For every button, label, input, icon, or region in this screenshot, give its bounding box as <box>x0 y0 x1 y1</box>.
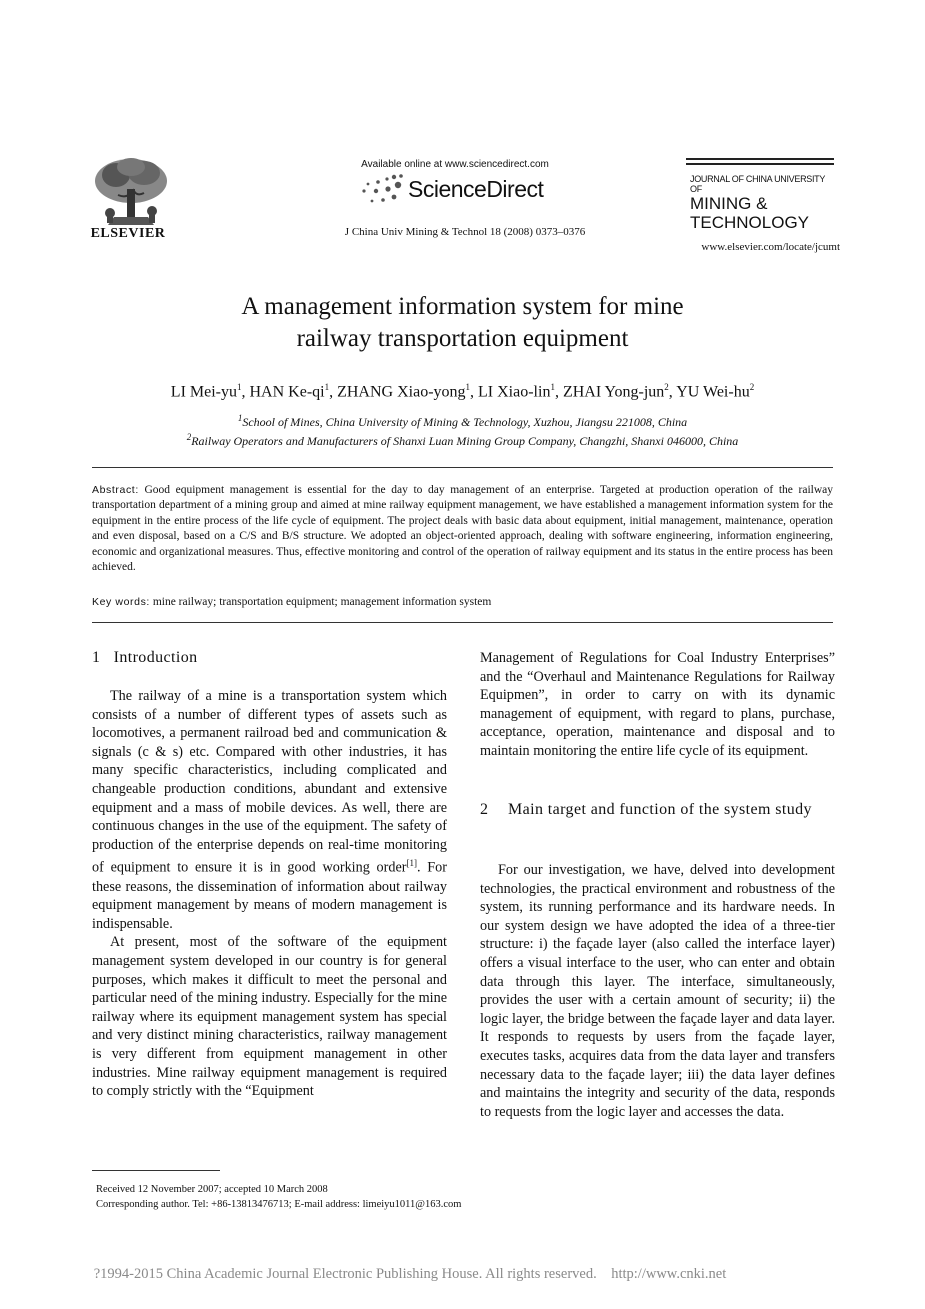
masthead-rule <box>686 158 834 160</box>
abstract-top-rule <box>92 467 833 468</box>
right-column-section-2 <box>480 861 835 1121</box>
author-name: ZHAI Yong-jun <box>562 383 665 401</box>
abstract <box>92 483 833 575</box>
title-line: A management information system for mine <box>241 293 684 320</box>
affiliation-text: School of Mines, China University of Mining & Technology, Xuzhou, Jiangsu 221008, China <box>242 415 688 429</box>
abstract-label: Abstract: <box>92 484 139 496</box>
author-name: YU Wei-hu <box>676 383 750 401</box>
author-name: LI Mei-yu <box>170 383 237 401</box>
paragraph: At present, most of the software of the equipment management system developed in our country is for general purposes, which makes it difficult to meet the personal and particular need of the mining industry. Especially for the mine railway where its equipment management system has special and very distinct mining characteristics, railway management is very different from equipment management in other industries. Mine railway equipment management is required to comply strictly with the “Equipment <box>92 934 447 1100</box>
section-number: 2 <box>480 801 489 818</box>
paragraph-text: . For these reasons, the dissemination of information about railway equipment management by means of modern management is indispensable. <box>92 860 447 932</box>
affiliation-mark: 2 <box>186 432 192 442</box>
affiliation-2 <box>80 432 845 449</box>
author-name: ZHANG Xiao-yong <box>337 383 466 401</box>
corresponding-author: Corresponding author. Tel: +86-13813476713; E-mail address: limeiyu1011@163.com <box>96 1199 462 1210</box>
publisher-name: ELSEVIER <box>90 226 166 241</box>
masthead-rule <box>686 163 834 165</box>
copyright-text: ?1994-2015 China Academic Journal Electronic Publishing House. All rights reserved. http://www.cnki.net <box>93 1266 727 1282</box>
section-title: Introduction <box>113 649 198 666</box>
paragraph-continued: Management of Regulations for Coal Industry Enterprises” and the “Overhaul and Maintenance Regulations for Railway Equipmen”, in order to carry on with its dynamic management of equipment, with regard to plans, purchase, acceptance, operation, maintenance and disposal and to maintain monitoring the entire life cycle of its equipment. <box>480 650 835 759</box>
affiliation-mark: 1 <box>324 382 330 392</box>
section-title: Main target and function of the system study <box>508 801 812 818</box>
abstract-bottom-rule <box>92 622 833 623</box>
journal-name-line2: MINING & <box>690 194 768 213</box>
journal-name-line3: TECHNOLOGY <box>690 213 810 232</box>
affiliation-mark: 1 <box>550 382 555 392</box>
copyright-watermark <box>30 1266 790 1283</box>
section-1-heading <box>92 649 198 667</box>
keywords <box>92 596 833 608</box>
footnote-rule <box>92 1170 220 1171</box>
received-date: Received 12 November 2007; accepted 10 March 2008 <box>96 1184 328 1195</box>
abstract-text: Good equipment management is essential for the day to day management of an enterprise. Targeted at production operation of the railway transportation department of a mining group and aimed at mine railway equipment management, we have established a management information system for the equipment in the entire process of the life cycle of equipment. The project deals with basic data about equipment, initial management, maintenance, operation and even disposal, based on a C/S and B/S structure. We adopted an object-oriented approach, dealing with software engineering, information engineering, economic and organizational measures. Thus, effective monitoring and control of the operation of railway equipment and its status in the entire process has been achieved. <box>92 484 834 574</box>
paragraph <box>92 687 447 933</box>
journal-masthead <box>686 158 834 232</box>
section-2-heading <box>480 799 840 821</box>
affiliation-mark: 2 <box>664 382 669 392</box>
title-line: railway transportation equipment <box>296 325 629 352</box>
author-name: HAN Ke-qi <box>249 383 325 401</box>
sciencedirect-wordmark: ScienceDirect <box>408 176 544 202</box>
section-number: 1 <box>92 649 101 666</box>
journal-url-link[interactable]: www.elsevier.com/locate/jcumt <box>701 241 840 253</box>
author-list: LI Mei-$yu^1$, HAN $Ke-qi^1$, ZHANG Xiao-yong$^1$, LI Xiao-lin$^1$, ZHAI Yong-jun$^2$, YU Wei-$hu^2$ <box>170 382 755 401</box>
journal-citation: J China Univ Mining & Technol 18 (2008) 0373–0376 <box>344 226 586 238</box>
author-name: LI Xiao-lin <box>478 383 551 401</box>
affiliation-1 <box>80 413 845 430</box>
available-online-text: Available online at www.sciencedirect.com <box>361 159 549 170</box>
article-title <box>100 291 825 355</box>
affiliation-text: Railway Operators and Manufacturers of Shanxi Luan Mining Group Company, Changzhi, Shanxi 046000, China <box>191 434 739 448</box>
left-column <box>92 687 447 1101</box>
affiliation-mark: 2 <box>749 382 755 392</box>
right-column <box>480 649 835 761</box>
citation-reference-link[interactable]: [1] <box>406 858 417 869</box>
affiliation-mark: 1 <box>237 413 243 423</box>
keywords-text: mine railway; transportation equipment; management information system <box>152 596 492 608</box>
keywords-label: Key words: <box>92 596 150 608</box>
paragraph: For our investigation, we have, delved into development technologies, the practical environment and robustness of the system, its running performance and its hardware needs. In our system design we have adopted the idea of a three-tier structure: i) the façade layer (also called the interface layer) offers a visual interface to the user, who can enter and obtain data through this layer. The interface, simultaneously, provides the user with a certain amount of security; ii) the logic layer, the bridge between the façade layer and data layer. It responds to requests by users from the façade layer, executes tasks, acquires data from the data layer and transfers necessary data to the façade layer; iii) the data layer defines and maintains the integrity and security of the data, responds to requests from the logic layer and accesses the data. <box>480 862 835 1120</box>
paragraph-text: The railway of a mine is a transportation system which consists of a number of different types of assets such as locomotives, a permanent railroad bed and communication & signals (c & s) etc. Compared with other industries, it has many specific characteristics, including complicated and changeable production conditions, abundant and extensive equipment and a mass of mobile devices. As well, there are continuous changes in the use of the equipment. The safety of production of the enterprise depends on real-time monitoring of equipment to ensure it is in good working order <box>92 688 447 877</box>
affiliation-mark: 1 <box>237 382 242 392</box>
affiliation-mark: 1 <box>465 382 471 392</box>
journal-name-line1: JOURNAL OF CHINA UNIVERSITY OF <box>690 174 825 194</box>
